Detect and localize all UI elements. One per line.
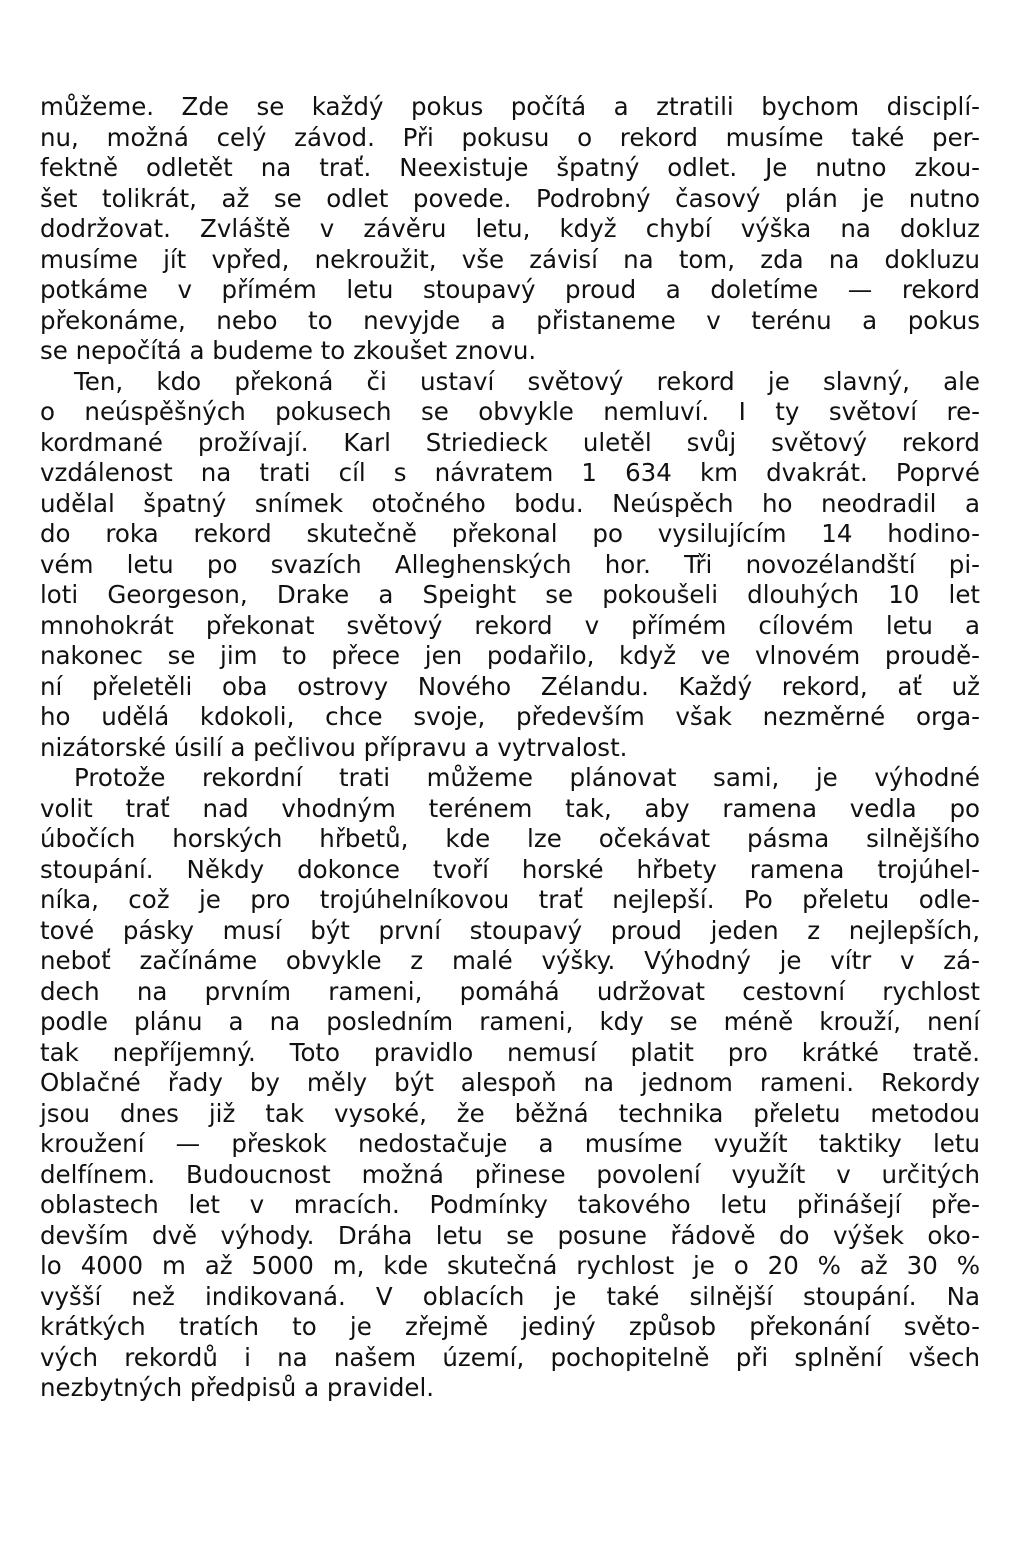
text-line: šet tolikrát, až se odlet povede. Podrobný časový plán je nutno [40, 183, 980, 213]
text-line: neboť začínáme obvykle z malé výšky. Výhodný je vítr v zá- [40, 946, 980, 975]
text-line: tak nepříjemný. Toto pravidlo nemusí platit pro krátké tratě. [40, 1037, 980, 1067]
paragraph-3 [40, 763, 980, 1404]
text-line: loti Georgeson, Drake a Speight se pokoušeli dlouhých 10 let [40, 580, 980, 609]
text-line: lo 4000 m až 5000 m, kde skutečná rychlost je o 20 % až 30 % [40, 1251, 980, 1280]
text-line: jsou dnes již tak vysoké, že běžná technika přeletu metodou [40, 1098, 980, 1128]
text-line: potkáme v přímém letu stoupavý proud a doletíme — rekord [40, 275, 980, 304]
text-line: do roka rekord skutečně překonal po vysilujícím 14 hodino- [40, 519, 980, 548]
text-line: stoupání. Někdy dokonce tvoří horské hřbety ramena trojúhel- [40, 854, 980, 884]
text-line: se nepočítá a budeme to zkoušet znovu. [40, 336, 537, 365]
text-line: podle plánu a na posledním rameni, kdy se méně krouží, není [40, 1007, 980, 1036]
text-line: ho udělá kdokoli, chce svoje, především však nezměrné orga- [40, 702, 980, 731]
text-line: nu, možná celý závod. Při pokusu o rekord musíme také per- [40, 122, 980, 152]
text-line: o neúspěšných pokusech se obvykle nemluví. I ty světoví re- [40, 397, 980, 426]
book-page [40, 92, 980, 1404]
text-line: kordmané prožívají. Karl Striedieck uletěl svůj světový rekord [40, 427, 980, 457]
text-line: Protože rekordní trati můžeme plánovat sami, je výhodné [74, 763, 980, 792]
text-line: nakonec se jim to přece jen podařilo, když ve vlnovém proudě- [40, 641, 980, 670]
text-line: vém letu po svazích Alleghenských hor. Tři novozélandští pi- [40, 549, 980, 579]
text-line: delfínem. Budoucnost možná přinese povolení využít v určitých [40, 1159, 980, 1189]
text-line: ní přeletěli oba ostrovy Nového Zélandu. Každý rekord, ať už [40, 671, 980, 701]
text-line: udělal špatný snímek otočného bodu. Neúspěch ho neodradil a [40, 488, 980, 518]
text-line: nizátorské úsilí a pečlivou přípravu a vytrvalost. [40, 732, 628, 762]
text-line: volit trať nad vhodným terénem tak, aby ramena vedla po [40, 793, 980, 823]
text-line: dodržovat. Zvláště v závěru letu, když chybí výška na dokluz [40, 214, 980, 243]
text-line: Ten, kdo překoná či ustaví světový rekord je slavný, ale [74, 366, 980, 396]
text-line: mnohokrát překonat světový rekord v přímém cílovém letu a [40, 610, 980, 640]
text-line: dech na prvním rameni, pomáhá udržovat cestovní rychlost [40, 976, 980, 1006]
text-line: můžeme. Zde se každý pokus počítá a ztratili bychom disciplí- [40, 92, 980, 121]
text-line: Oblačné řady by měly být alespoň na jednom rameni. Rekordy [40, 1068, 980, 1097]
text-line: krátkých tratích to je zřejmě jediný způsob překonání světo- [40, 1312, 980, 1341]
text-line: musíme jít vpřed, nekroužit, vše závisí na tom, zda na dokluzu [40, 244, 980, 274]
paragraph-1 [40, 92, 980, 367]
text-line: tové pásky musí být první stoupavý proud jeden z nejlepších, [40, 915, 980, 945]
text-line: úbočích horských hřbetů, kde lze očekávat pásma silnějšího [40, 824, 980, 853]
text-line: kroužení — přeskok nedostačuje a musíme využít taktiky letu [40, 1129, 980, 1158]
text-line: překonáme, nebo to nevyjde a přistaneme v terénu a pokus [40, 305, 980, 335]
text-line: níka, což je pro trojúhelníkovou trať nejlepší. Po přeletu odle- [40, 885, 980, 914]
text-line: nezbytných předpisů a pravidel. [40, 1373, 435, 1402]
text-line: devším dvě výhody. Dráha letu se posune řádově do výšek oko- [40, 1220, 980, 1250]
text-line: vzdálenost na trati cíl s návratem 1 634 km dvakrát. Poprvé [40, 458, 980, 487]
paragraph-2 [40, 367, 980, 764]
text-line: vyšší než indikovaná. V oblacích je také silnější stoupání. Na [40, 1281, 980, 1311]
text-line: oblastech let v mracích. Podmínky takového letu přinášejí pře- [40, 1190, 980, 1219]
text-line: fektně odletět na trať. Neexistuje špatný odlet. Je nutno zkou- [40, 153, 980, 182]
text-line: vých rekordů i na našem území, pochopitelně při splnění všech [40, 1342, 980, 1372]
